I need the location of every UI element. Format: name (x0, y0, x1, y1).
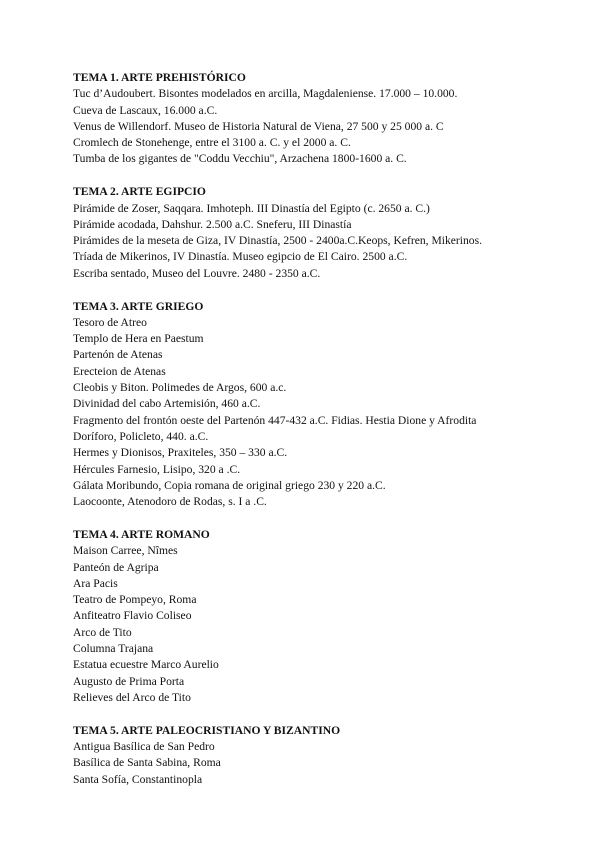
list-item: Partenón de Atenas (73, 348, 163, 362)
list-item: Hermes y Dionisos, Praxiteles, 350 – 330 a.C. (73, 446, 288, 460)
list-item: Venus de Willendorf. Museo de Historia Natural de Viena, 27 500 y 25 000 a. C (73, 119, 444, 133)
list-item: Tuc d’Audoubert. Bisontes modelados en arcilla, Magdaleniense. 17.000 – 10.000. (73, 87, 458, 101)
list-item: Columna Trajana (73, 642, 154, 655)
list-item: Tumba de los gigantes de "Coddu Vecchiu", Arzachena 1800-1600 a. C. (73, 152, 407, 166)
list-item: Tríada de Mikerinos, IV Dinastía. Museo egipcio de El Cairo. 2500 a.C. (73, 250, 408, 264)
section-tema-1 (73, 70, 573, 168)
list-item: Santa Sofía, Constantinopla (73, 772, 203, 786)
list-item: Gálata Moribundo, Copia romana de original griego 230 y 220 a.C. (73, 478, 386, 492)
list-item: Estatua ecuestre Marco Aurelio (73, 658, 219, 672)
list-item: Maison Carree, Nîmes (73, 544, 178, 558)
section-heading: TEMA 1. ARTE PREHISTÓRICO (73, 71, 246, 84)
list-item: Laocoonte, Atenodoro de Rodas, s. I a .C. (73, 495, 267, 509)
list-item: Pirámides de la meseta de Giza, IV Dinastía, 2500 - 2400a.C.Keops, Kefren, Mikerinos. (73, 234, 483, 248)
list-item: Doríforo, Policleto, 440. a.C. (73, 429, 209, 443)
list-item: Cleobis y Biton. Polimedes de Argos, 600 a.c. (73, 381, 287, 395)
list-item: Escriba sentado, Museo del Louvre. 2480 - 2350 a.C. (73, 266, 321, 280)
list-item: Antigua Basílica de San Pedro (73, 739, 215, 753)
list-item: Pirámide acodada, Dahshur. 2.500 a.C. Sneferu, III Dinastía (73, 217, 352, 231)
artwork-list (73, 201, 573, 282)
document-content (73, 70, 573, 804)
list-item: Cueva de Lascaux, 16.000 a.C. (73, 103, 218, 117)
list-item: Hércules Farnesio, Lisipo, 320 a .C. (73, 462, 241, 476)
section-tema-4 (73, 527, 573, 706)
list-item: Divinidad del cabo Artemisión, 460 a.C. (73, 397, 261, 411)
list-item: Tesoro de Atreo (73, 315, 147, 329)
artwork-list (73, 739, 573, 788)
section-tema-3 (73, 299, 573, 511)
section-heading: TEMA 5. ARTE PALEOCRISTIANO Y BIZANTINO (73, 723, 341, 737)
list-item: Arco de Tito (73, 625, 132, 639)
list-item: Teatro de Pompeyo, Roma (73, 593, 197, 607)
list-item: Templo de Hera en Paestum (73, 332, 204, 346)
list-item: Ara Pacis (73, 576, 118, 590)
artwork-list (73, 543, 573, 706)
section-heading: TEMA 2. ARTE EGIPCIO (73, 185, 206, 199)
section-tema-2 (73, 184, 573, 282)
list-item: Augusto de Prima Porta (73, 674, 185, 688)
artwork-list (73, 86, 573, 167)
list-item: Basílica de Santa Sabina, Roma (73, 756, 221, 770)
section-tema-5 (73, 723, 573, 788)
list-item: Relieves del Arco de Tito (73, 690, 191, 704)
list-item: Anfiteatro Flavio Coliseo (73, 609, 192, 623)
list-item: Panteón de Agripa (73, 560, 159, 574)
section-heading: TEMA 4. ARTE ROMANO (73, 527, 210, 541)
list-item: Cromlech de Stonehenge, entre el 3100 a. C. y el 2000 a. C. (73, 136, 351, 150)
section-heading: TEMA 3. ARTE GRIEGO (73, 299, 204, 313)
list-item: Erecteion de Atenas (73, 364, 166, 378)
list-item: Fragmento del frontón oeste del Partenón 447-432 a.C. Fidias. Hestia Dione y Afrodita (73, 413, 477, 427)
artwork-list (73, 315, 573, 511)
list-item: Pirámide de Zoser, Saqqara. Imhoteph. III Dinastía del Egipto (c. 2650 a. C.) (73, 201, 430, 215)
